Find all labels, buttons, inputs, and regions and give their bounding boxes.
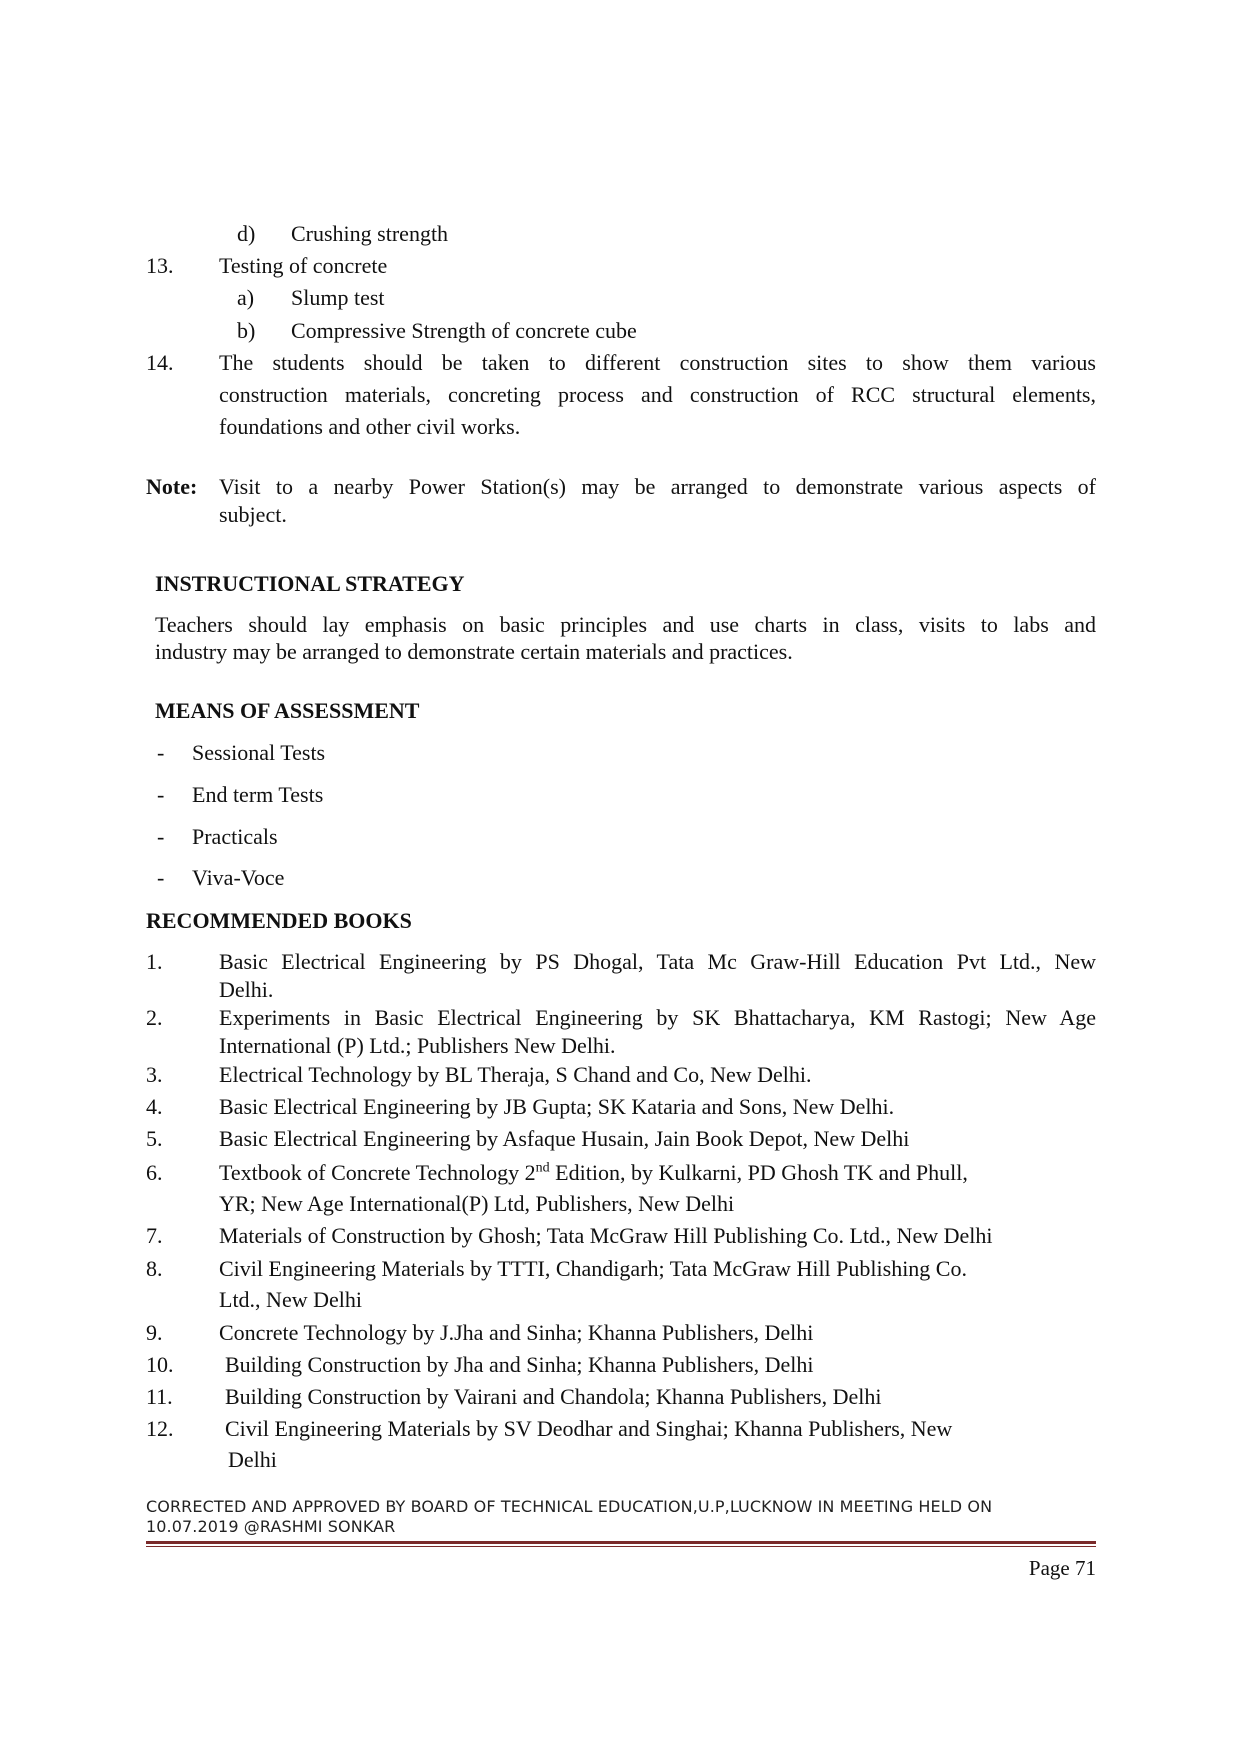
footer-approval-line-1: CORRECTED AND APPROVED BY BOARD OF TECHNICAL EDUCATION,U.P,LUCKNOW IN MEETING HELD ON	[146, 1497, 993, 1516]
item-d-text: Crushing strength	[291, 221, 449, 246]
book-number: 2.	[146, 1005, 163, 1030]
item-13b-text: Compressive Strength of concrete cube	[291, 318, 637, 343]
item-13b-letter: b)	[237, 318, 256, 343]
book-number: 7.	[146, 1223, 163, 1248]
footer-divider-thin	[146, 1546, 1096, 1547]
note-line-1: Visit to a nearby Power Station(s) may be arranged to demonstrate various aspects of	[219, 474, 1096, 499]
footer-approval-line-2: 10.07.2019 @RASHMI SONKAR	[146, 1517, 396, 1536]
book-title-line-1: Materials of Construction by Ghosh; Tata McGraw Hill Publishing Co. Ltd., New Delhi	[219, 1223, 993, 1248]
book-title-line-1: Electrical Technology by BL Theraja, S Chand and Co, New Delhi.	[219, 1062, 812, 1087]
book-title-line-1: Building Construction by Vairani and Chandola; Khanna Publishers, Delhi	[225, 1384, 882, 1409]
book-number: 11.	[146, 1384, 173, 1409]
book-number: 3.	[146, 1062, 163, 1087]
book-title-line-1	[219, 1159, 968, 1187]
book-number: 5.	[146, 1126, 163, 1151]
book-number: 8.	[146, 1256, 163, 1281]
assessment-item: Practicals	[192, 824, 278, 849]
book-number: 4.	[146, 1094, 163, 1119]
book-title-line-1: Basic Electrical Engineering by PS Dhogal, Tata Mc Graw-Hill Education Pvt Ltd., New	[219, 949, 1096, 974]
book-title-line-2: Ltd., New Delhi	[219, 1287, 362, 1312]
item-14-number: 14.	[146, 350, 174, 375]
page-number: Page 71	[1028, 1556, 1096, 1580]
assessment-item: End term Tests	[192, 782, 324, 807]
books-heading: RECOMMENDED BOOKS	[146, 908, 412, 933]
book-number: 10.	[146, 1352, 174, 1377]
book-title-line-1: Experiments in Basic Electrical Engineering by SK Bhattacharya, KM Rastogi; New Age	[219, 1005, 1096, 1030]
instructional-line-1: Teachers should lay emphasis on basic principles and use charts in class, visits to labs and	[155, 612, 1096, 637]
note-label: Note:	[146, 474, 198, 499]
book-title-line-1: Concrete Technology by J.Jha and Sinha; Khanna Publishers, Delhi	[219, 1320, 814, 1345]
item-14-line-3: foundations and other civil works.	[219, 414, 521, 439]
assessment-item: Viva-Voce	[192, 865, 285, 890]
item-d-letter: d)	[237, 221, 256, 246]
book-title-suffix: Edition, by Kulkarni, PD Ghosh TK and Phull,	[549, 1160, 968, 1185]
footer-divider-thick	[146, 1541, 1096, 1544]
book-number: 12.	[146, 1416, 174, 1441]
item-13-number: 13.	[146, 253, 174, 278]
item-13a-text: Slump test	[291, 285, 385, 310]
book-number: 9.	[146, 1320, 163, 1345]
instructional-strategy-heading: INSTRUCTIONAL STRATEGY	[155, 571, 465, 596]
assessment-item: Sessional Tests	[192, 740, 326, 765]
book-title-line-2: Delhi	[228, 1447, 277, 1472]
item-14-line-1: The students should be taken to different construction sites to show them various	[219, 350, 1096, 375]
book-title-prefix: Textbook of Concrete Technology 2	[219, 1160, 536, 1185]
assessment-bullet: -	[157, 740, 165, 765]
instructional-line-2: industry may be arranged to demonstrate certain materials and practices.	[155, 639, 793, 664]
assessment-bullet: -	[157, 782, 165, 807]
book-title-line-1: Civil Engineering Materials by SV Deodhar and Singhai; Khanna Publishers, New	[225, 1416, 953, 1441]
book-title-line-1: Building Construction by Jha and Sinha; Khanna Publishers, Delhi	[225, 1352, 814, 1377]
book-number: 1.	[146, 949, 163, 974]
ordinal-superscript: nd	[535, 1160, 550, 1176]
assessment-heading: MEANS OF ASSESSMENT	[155, 698, 420, 723]
item-13a-letter: a)	[237, 285, 255, 310]
assessment-bullet: -	[157, 865, 165, 890]
assessment-bullet: -	[157, 824, 165, 849]
book-title-line-2: Delhi.	[219, 977, 274, 1002]
note-line-2: subject.	[219, 502, 287, 527]
item-13-text: Testing of concrete	[219, 253, 388, 278]
book-number: 6.	[146, 1160, 163, 1185]
book-title-line-1: Basic Electrical Engineering by Asfaque Husain, Jain Book Depot, New Delhi	[219, 1126, 910, 1151]
book-title-line-2: YR; New Age International(P) Ltd, Publishers, New Delhi	[219, 1191, 735, 1216]
item-14-line-2: construction materials, concreting process and construction of RCC structural elements,	[219, 382, 1096, 407]
book-title-line-1: Civil Engineering Materials by TTTI, Chandigarh; Tata McGraw Hill Publishing Co.	[219, 1256, 967, 1281]
book-title-line-2: International (P) Ltd.; Publishers New Delhi.	[219, 1033, 616, 1058]
book-title-line-1: Basic Electrical Engineering by JB Gupta; SK Kataria and Sons, New Delhi.	[219, 1094, 895, 1119]
